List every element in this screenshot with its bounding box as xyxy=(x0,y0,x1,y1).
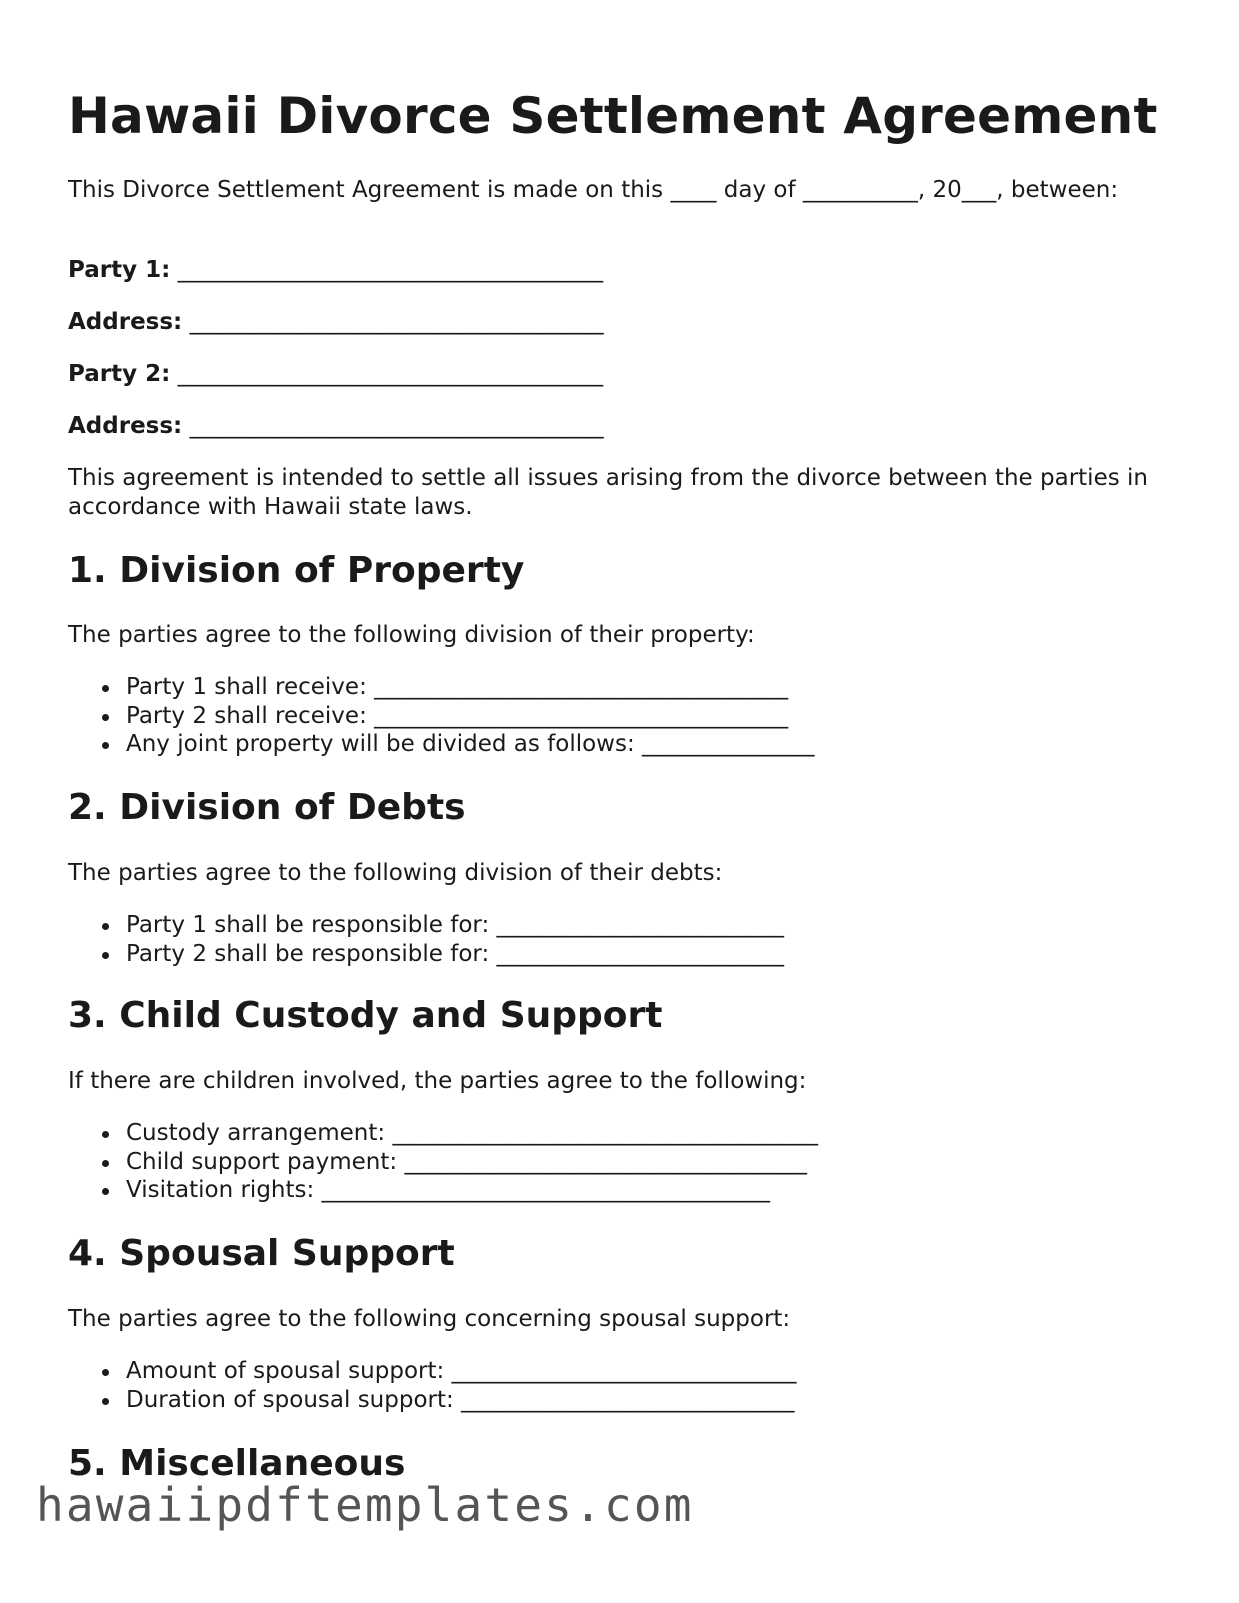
party-2-address-line xyxy=(68,412,604,441)
list-item: Party 2 shall be responsible for: _________________________ xyxy=(126,940,785,967)
spousal-support-list xyxy=(68,1357,797,1414)
party-1-line xyxy=(68,256,603,285)
list-item: Party 1 shall be responsible for: _________________________ xyxy=(126,912,785,938)
list-item: Duration of spousal support: _____________________________ xyxy=(126,1386,795,1413)
section-heading-debts: 2. Division of Debts xyxy=(68,787,466,828)
list-item: Party 2 shall receive: ____________________________________ xyxy=(126,702,815,731)
list-item: Visitation rights: _______________________________________ xyxy=(126,1176,818,1205)
section-text-property: The parties agree to the following division of their property: xyxy=(68,622,755,648)
party-2-address-label: Address: xyxy=(68,413,183,439)
list-item: Amount of spousal support: ______________________________ xyxy=(126,1358,797,1384)
list-item: Any joint property will be divided as follows: _______________ xyxy=(126,731,815,757)
list-item: Custody arrangement: _____________________________________ xyxy=(126,1120,818,1146)
section-heading-property: 1. Division of Property xyxy=(68,550,525,591)
watermark: hawaiipdftemplates.com xyxy=(36,1478,694,1532)
purpose-paragraph: This agreement is intended to settle all issues arising from the divorce between the parties in accordance with Hawaii state laws. xyxy=(68,465,1148,520)
section-heading-miscellaneous: 5. Miscellaneous xyxy=(68,1443,406,1484)
party-2-address-blank: ____________________________________ xyxy=(189,413,604,439)
custody-list xyxy=(68,1119,818,1205)
party-1-label: Party 1: xyxy=(68,257,171,283)
debts-list xyxy=(68,911,784,968)
section-text-debts: The parties agree to the following division of their debts: xyxy=(68,860,723,886)
document-title: Hawaii Divorce Settlement Agreement xyxy=(68,87,1158,145)
section-text-spousal-support: The parties agree to the following concerning spousal support: xyxy=(68,1306,791,1332)
intro-paragraph: This Divorce Settlement Agreement is made on this ____ day of __________, 20___, between: xyxy=(68,177,1119,203)
list-item: Child support payment: ___________________________________ xyxy=(126,1148,818,1177)
party-1-address-label: Address: xyxy=(68,309,183,335)
section-text-custody: If there are children involved, the parties agree to the following: xyxy=(68,1068,807,1094)
party-1-blank: _____________________________________ xyxy=(177,257,604,283)
list-item: Party 1 shall receive: ____________________________________ xyxy=(126,673,815,702)
party-2-label: Party 2: xyxy=(68,361,171,387)
section-heading-custody: 3. Child Custody and Support xyxy=(68,995,663,1036)
property-list xyxy=(68,673,815,759)
section-heading-spousal-support: 4. Spousal Support xyxy=(68,1233,455,1274)
party-2-line xyxy=(68,360,603,389)
party-1-address-line xyxy=(68,308,604,337)
party-1-address-blank: ____________________________________ xyxy=(189,309,604,335)
party-2-blank: _____________________________________ xyxy=(177,361,604,387)
